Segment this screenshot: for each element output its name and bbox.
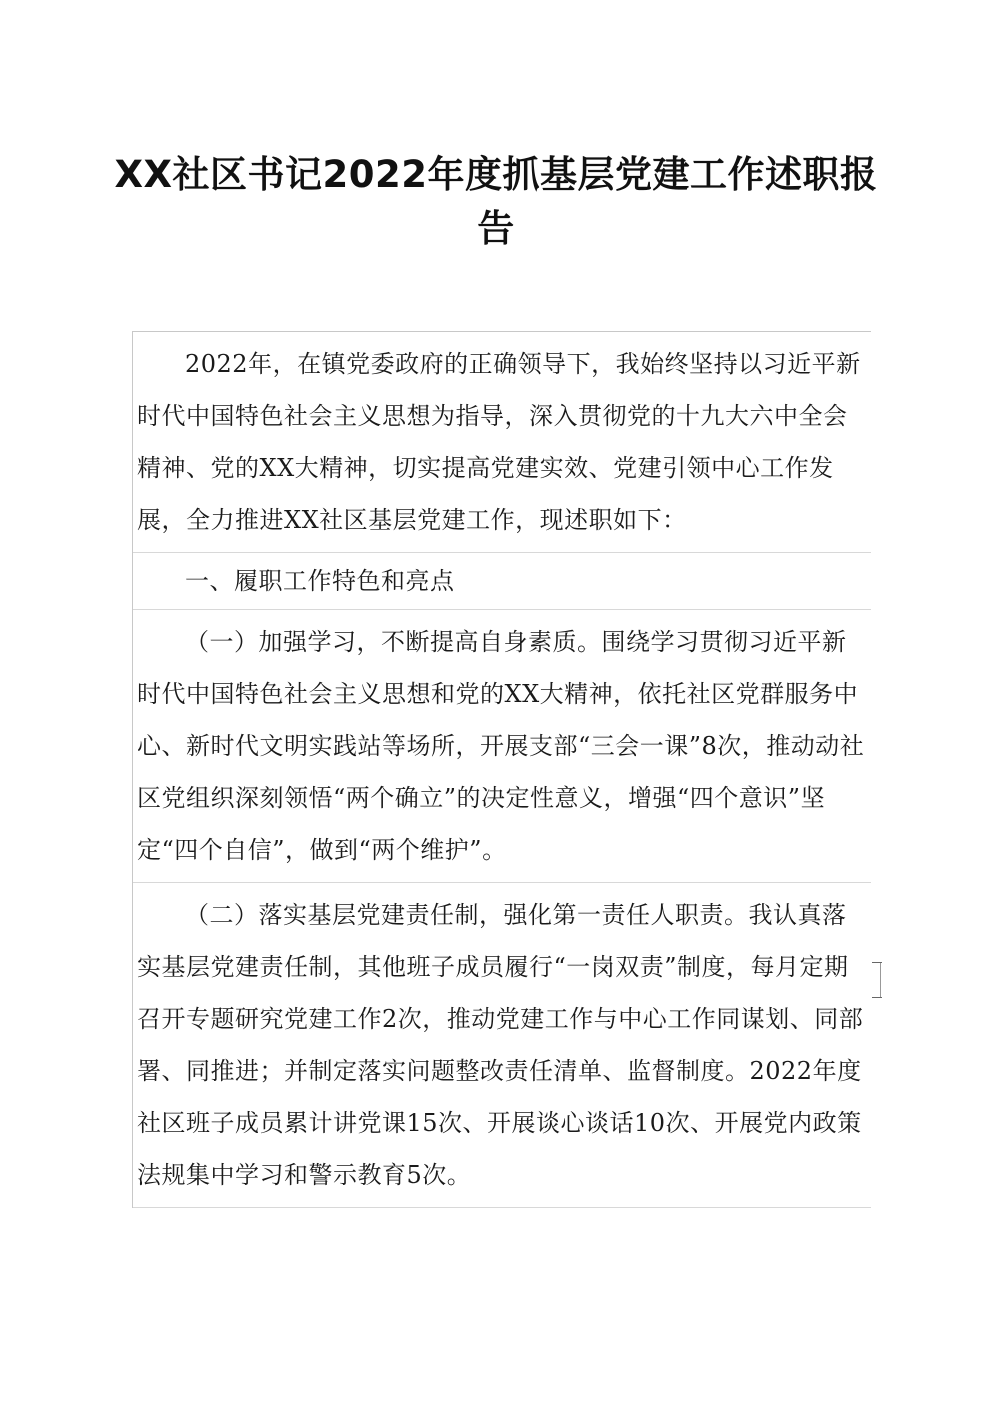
document-body xyxy=(132,331,871,1208)
paragraph-study: （一）加强学习，不断提高自身素质。围绕学习贯彻习近平新时代中国特色社会主义思想和党的XX大精神，依托社区党群服务中心、新时代文明实践站等场所，开展支部“三会一课”8次，推动动社区党组织深刻领悟“两个确立”的决定性意义，增强“四个意识”坚定“四个自信”，做到“两个维护”。 xyxy=(133,610,871,883)
paragraph-intro: 2022年，在镇党委政府的正确领导下，我始终坚持以习近平新时代中国特色社会主义思想为指导，深入贯彻党的十九大六中全会精神、党的XX大精神，切实提高党建实效、党建引领中心工作发展，全力推进XX社区基层党建工作，现述职如下： xyxy=(133,332,871,553)
margin-mark xyxy=(872,962,882,998)
document-title: XX社区书记2022年度抓基层党建工作述职报告 xyxy=(114,153,878,250)
section-heading-1: 一、履职工作特色和亮点 xyxy=(133,553,871,610)
paragraph-responsibility: （二）落实基层党建责任制，强化第一责任人职责。我认真落实基层党建责任制，其他班子成员履行“一岗双责”制度，每月定期召开专题研究党建工作2次，推动党建工作与中心工作同谋划、同部署、同推进；并制定落实问题整改责任清单、监督制度。2022年度社区班子成员累计讲党课15次、开展谈心谈话10次、开展党内政策法规集中学习和警示教育5次。 xyxy=(133,883,871,1208)
